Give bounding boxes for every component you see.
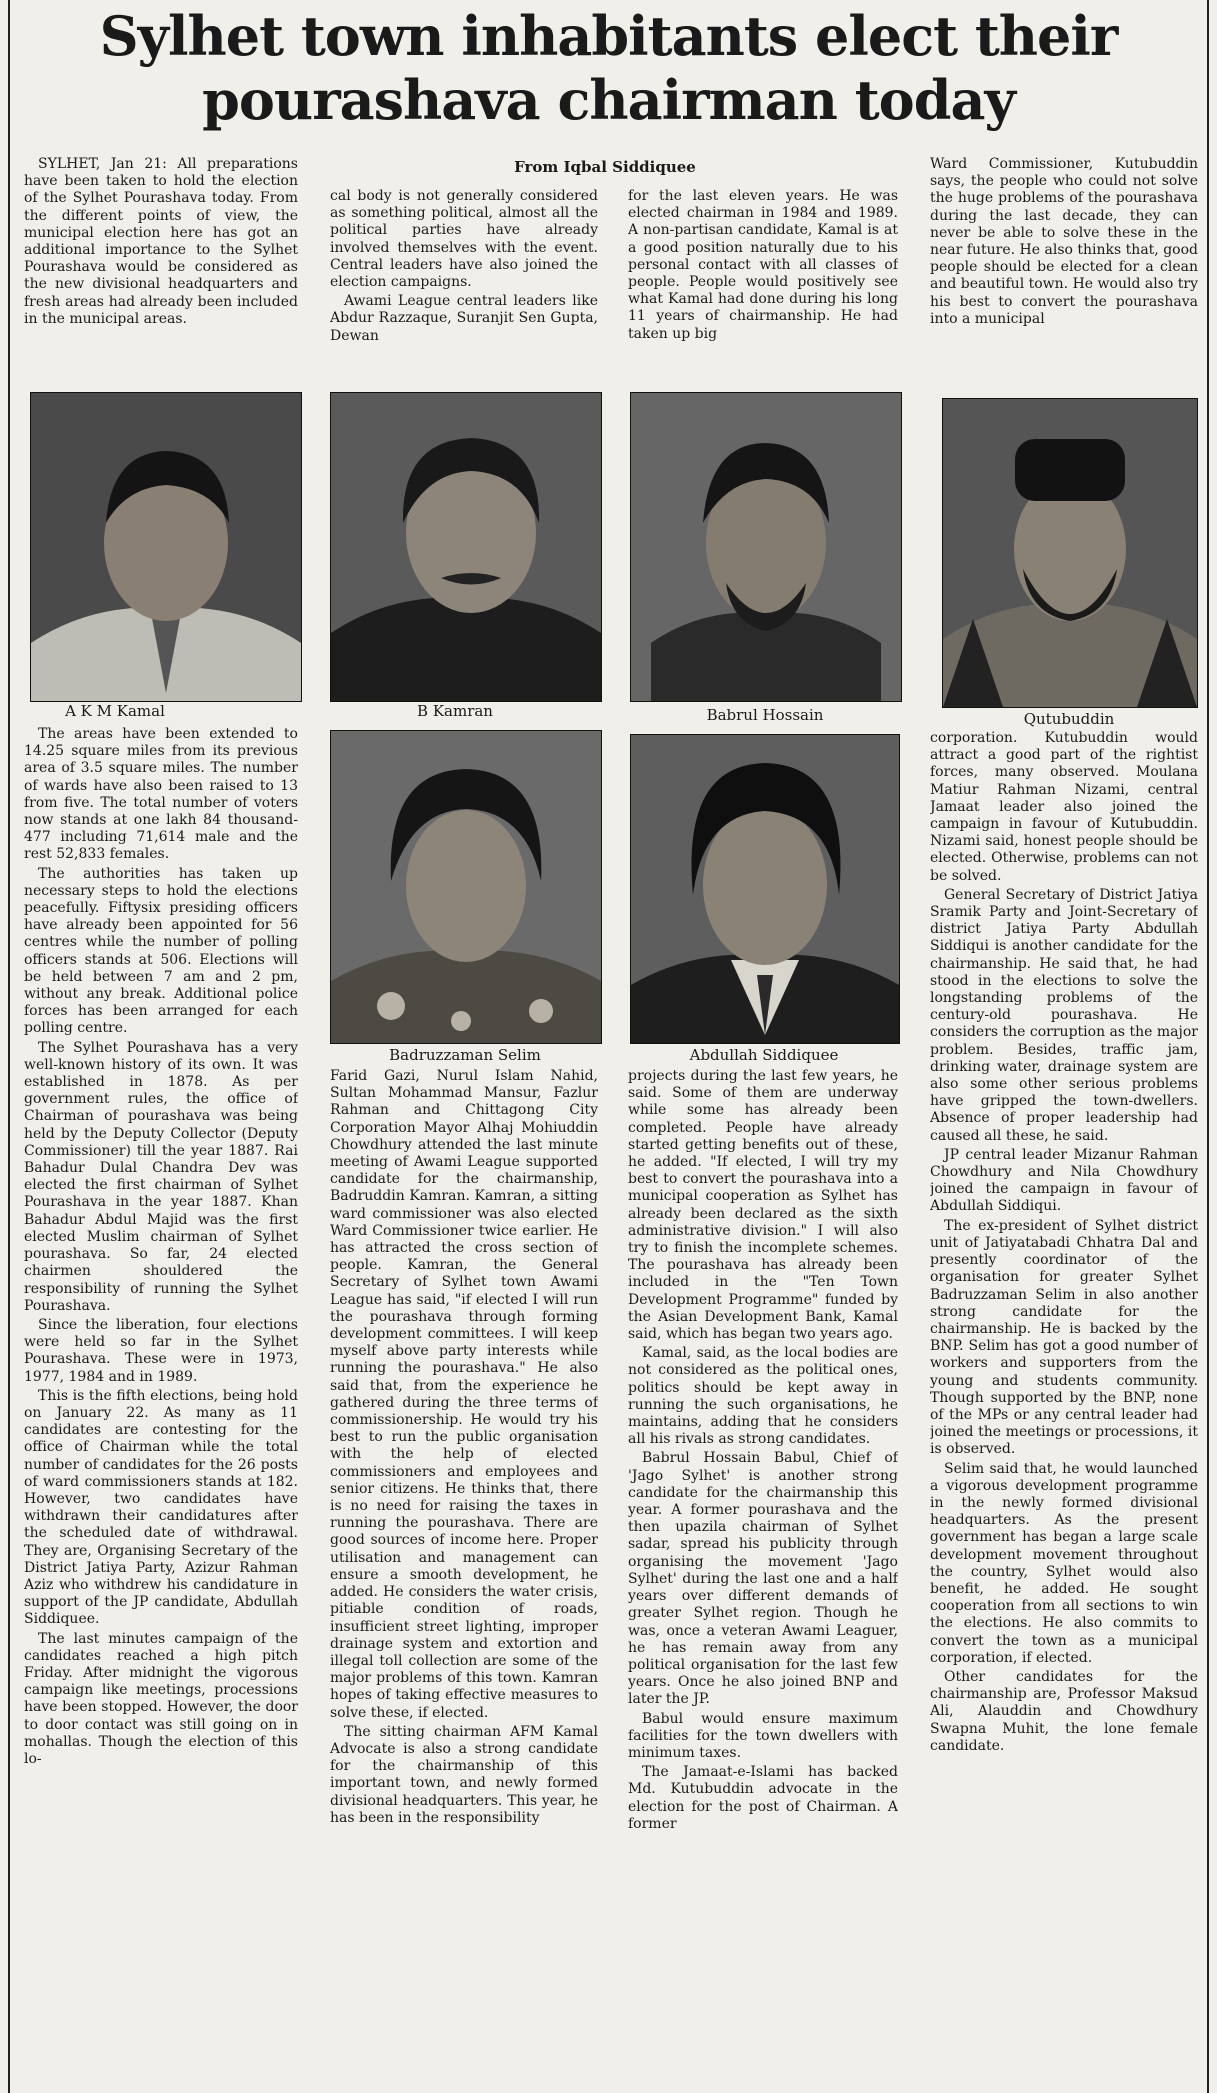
paragraph: projects during the last few years, he said. Some of them are underway while some has already been completed. People have already started getting benefits out of these, he added. "If elected, I will try my best to convert the pourashava into a municipal cooperation as Sylhet has already been declared as the sixth administrative division." I will also try to finish the incomplete schemes. The pourashava has already been included in the "Ten Town Development Programme" funded by the Asian Development Bank, Kamal said, which has began two years ago. [628,1068,898,1343]
caption-abdullah-siddiquee: Abdullah Siddiquee [689,1046,839,1064]
column-4-bottom [930,730,1198,2088]
paragraph: JP central leader Mizanur Rahman Chowdhury and Nila Chowdhury joined the campaign in favour of Abdullah Siddiqui. [930,1146,1198,1215]
photo-akm-kamal [30,392,302,702]
paragraph: The Jamaat-e-Islami has backed Md. Kutubuddin advocate in the election for the post of Chairman. A former [628,1764,898,1832]
paragraph: Since the liberation, four elections were held so far in the Sylhet Pourashava. These were in 1973, 1977, 1984 and in 1989. [24,1316,298,1385]
paragraph: Farid Gazi, Nurul Islam Nahid, Sultan Mohammad Mansur, Fazlur Rahman and Chittagong City Corporation Mayor Alhaj Mohiuddin Chowdhury attended the last minute meeting of Awami League supported candidate for the chairmanship, Badruddin Kamran. Kamran, a sitting ward commissioner was also elected Ward Commissioner twice earlier. He has attracted the cross section of people. Kamran, the General Secretary of Sylhet town Awami League has said, "if elected I will run the pourashava through forming development committees. I will keep myself above party interests while running the pourashava." He also said that, from the experience he gathered during the three terms of commissionership. He would try his best to run the public organisation with the help of elected commissioners and employees and senior citizens. He thinks that, there is no need for raising the taxes in running the pourashava. There are good sources of income here. Proper utilisation and management can ensure a smooth development, he added. He considers the water crisis, pitiable condition of roads, insufficient street lighting, improper drainage system and extortion and illegal toll collection are some of the major problems of this town. Kamran hopes of taking effective measures to solve these, if elected. [330,1068,598,1721]
paragraph: The authorities has taken up necessary steps to hold the elections peacefully. Fiftysix presiding officers have already been appointed for 56 centres while the number of polling officers stands at 506. Elections will be held between 7 am and 2 pm, without any break. Additional police forces has been arranged for each polling centre. [24,865,298,1037]
paragraph: General Secretary of District Jatiya Sramik Party and Joint-Secretary of district Jatiya Party Abdullah Siddiqui is another candidate for the chairmanship. He said that, he had stood in the elections to solve the longstanding problems of the century-old pourashava. He considers the corruption as the major problem. Besides, traffic jam, drinking water, drainage system are also some other serious problems have gripped the town-dwellers. Absence of proper leadership had caused all these, he said. [930,886,1198,1144]
paragraph: The ex-president of Sylhet district unit of Jatiyatabadi Chhatra Dal and presently coordinator of the organisation for greater Sylhet Badruzzaman Selim in also another strong candidate for the chairmanship. He is backed by the BNP. Selim has got a good number of workers and supporters from the young and students community. Though supported by the BNP, none of the MPs or any central leader had joined the meetings or processions, it is observed. [930,1217,1198,1458]
paragraph: cal body is not generally considered as something political, almost all the political parties have already involved themselves with the event. Central leaders have also joined the election campaigns. [330,188,598,291]
paragraph: Other candidates for the chairmanship are, Professor Maksud Ali, Alauddin and Chowdhury Swapna Muhit, the lone female candidate. [930,1668,1198,1754]
paragraph: The last minutes campaign of the candidates reached a high pitch Friday. After midnight the vigorous campaign like meetings, processions have been stopped. However, the door to door contact was still going on in mohallas. Though the election of this lo- [24,1630,298,1767]
photo-qutubuddin [942,398,1198,708]
paragraph: Kamal, said, as the local bodies are not considered as the political ones, politics should be kept away in running the such organisations, he maintains, adding that he considers all his rivals as strong candidates. [628,1345,898,1448]
column-2-bottom [330,1068,598,2088]
paragraph: SYLHET, Jan 21: All preparations have been taken to hold the election of the Sylhet Pourashava today. From the different points of view, the municipal election here has got an additional importance to the Sylhet Pourashava would be considered as the new divisional headquarters and fresh areas had already been included in the municipal areas. [24,156,298,327]
paragraph: Babrul Hossain Babul, Chief of 'Jago Sylhet' is another strong candidate for the chairmanship this year. A former pourashava and the then upazila chairman of Sylhet sadar, spread his publicity through organising the movement 'Jago Sylhet' during the last one and a half years over different demands of greater Sylhet region. Though he was, once a veteran Awami Leaguer, he has remain away from any political organisation for the last few years. Once he also joined BNP and later the JP. [628,1450,898,1708]
caption-babrul-hossain: Babrul Hossain [706,706,824,724]
photo-b-kamran [330,392,602,702]
column-4-top [930,156,1198,388]
paragraph: Babul would ensure maximum facilities for the town dwellers with minimum taxes. [628,1710,898,1761]
paragraph: The Sylhet Pourashava has a very well-known history of its own. It was established in 1878. As per government rules, the office of Chairman of pourashava was being held by the Deputy Collector (Deputy Commissioner) till the year 1887. Rai Bahadur Dulal Chandra Dev was elected the first chairman of Sylhet Pourashava in the year 1887. Khan Bahadur Abdul Majid was the first elected Muslim chairman of Sylhet pourashava. So far, 24 elected chairmen shouldered the responsibility of running the Sylhet Pourashava. [24,1039,298,1314]
column-3-top [628,188,898,388]
paragraph: Awami League central leaders like Abdur Razzaque, Suranjit Sen Gupta, Dewan [330,293,598,344]
column-1-bottom [24,726,298,2088]
paragraph: Selim said that, he would launched a vigorous development programme in the newly formed divisional headquarters. As the present government has began a large scale development movement throughout the country, Sylhet would also benefit, he added. He sought cooperation from all sections to win the elections. He also commits to convert the town as a municipal corporation, if elected. [930,1460,1198,1666]
paragraph: for the last eleven years. He was elected chairman in 1984 and 1989. A non-partisan candidate, Kamal is at a good position naturally due to his personal contact with all classes of people. People would positively see what Kamal had done during his long 11 years of chairmanship. He had taken up big [628,188,898,342]
column-3-bottom [628,1068,898,2088]
paragraph: corporation. Kutubuddin would attract a good part of the rightist forces, many observed. Moulana Matiur Rahman Nizami, central Jamaat leader also joined the campaign in favour of Kutubuddin. Nizami said, honest people should be elected. Otherwise, problems can not be solved. [930,730,1198,884]
caption-akm-kamal: A K M Kamal [65,702,165,720]
photo-abdullah-siddiquee [630,734,900,1044]
caption-badruzzaman-selim: Badruzzaman Selim [389,1046,541,1064]
column-1-top [24,156,298,388]
paragraph: The areas have been extended to 14.25 square miles from its previous area of 3.5 square miles. The number of wards have also been raised to 13 from five. The total number of voters now stands at one lakh 84 thousand-477 including 71,614 male and the rest 52,833 females. [24,726,298,863]
caption-qutubuddin: Qutubuddin [1023,710,1115,728]
paragraph: The sitting chairman AFM Kamal Advocate is also a strong candidate for the chairmanship of this important town, and newly formed divisional headquarters. This year, he has been in the responsibility [330,1723,598,1826]
photo-babrul-hossain [630,392,902,702]
column-2-top [330,188,598,388]
byline: From Iqbal Siddiquee [514,158,696,176]
photo-badruzzaman-selim [330,730,602,1044]
headline: Sylhet town inhabitants elect their pourashava chairman today [99,4,1118,132]
paragraph: Ward Commissioner, Kutubuddin says, the people who could not solve the huge problems of the pourashava during the last decade, they can never be able to solve these in the near future. He also thinks that, good people should be elected for a clean and beautiful town. He would also try his best to convert the pourashava into a municipal [930,156,1198,327]
paragraph: This is the fifth elections, being hold on January 22. As many as 11 candidates are contesting for the office of Chairman while the total number of candidates for the 26 posts of ward commissioners stands at 182. However, two candidates have withdrawn their candidatures after the scheduled date of withdrawal. They are, Organising Secretary of the District Jatiya Party, Azizur Rahman Aziz who withdrew his candidature in support of the JP candidate, Abdullah Siddiquee. [24,1387,298,1628]
caption-b-kamran: B Kamran [417,702,493,720]
